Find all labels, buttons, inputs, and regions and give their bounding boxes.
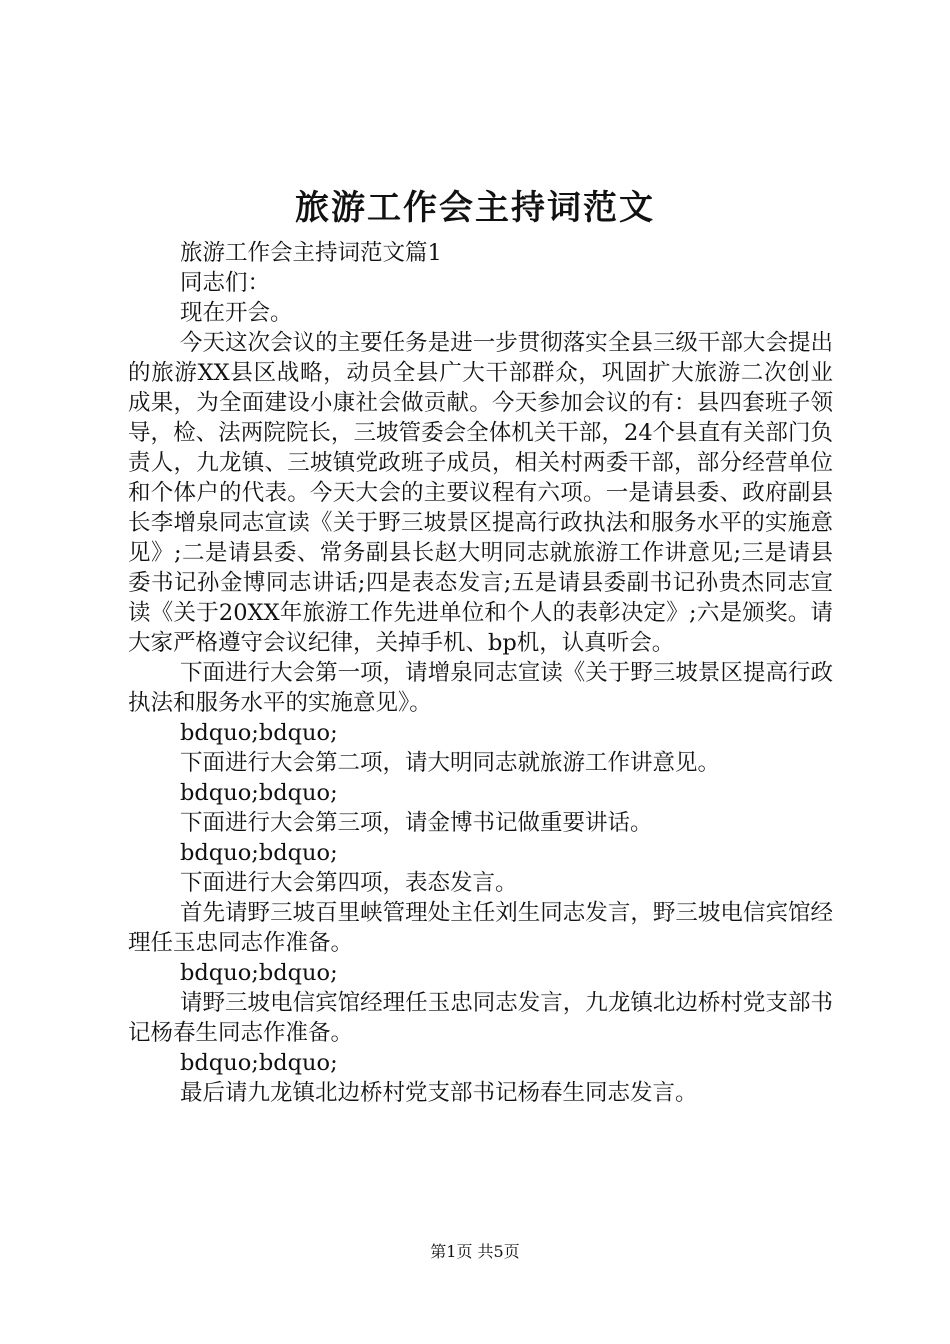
paragraph-item-2: 下面进行大会第二项，请大明同志就旅游工作讲意见。 — [180, 750, 721, 776]
paragraph-agenda: 今天这次会议的主要任务是进一步贯彻落实全县三级干部大会提出的旅游XX县区战略，动员全县广大干部群众，巩固扩大旅游二次创业成果，为全面建设小康社会做贡献。今天参加会议的有：县四套班子领导，检、法两院院长，三坡管委会全体机关干部，24个县直有关部门负责人，九龙镇、三坡镇党政班子成员，相关村两委干部，部分经营单位和个体户的代表。今天大会的主要议程有六项。一是请县委、政府副县长李增泉同志宣读《关于野三坡景区提高行政执法和服务水平的实施意见》;二是请县委、常务副县长赵大明同志就旅游工作讲意见;三是请县委书记孙金博同志讲话;四是表态发言;五是请县委副书记孙贵杰同志宣读《关于20XX年旅游工作先进单位和个人的表彰决定》;六是颁奖。请大家严格遵守会议纪律，关掉手机、bp机，认真听会。 — [128, 330, 833, 656]
paragraph-item-3: 下面进行大会第三项，请金博书记做重要讲话。 — [180, 810, 653, 836]
paragraph-item-1: 下面进行大会第一项，请增泉同志宣读《关于野三坡景区提高行政执法和服务水平的实施意见》。 — [128, 660, 833, 716]
paragraph-placeholder: bdquo;bdquo; — [180, 1050, 338, 1076]
paragraph-speaker-2: 请野三坡电信宾馆经理任玉忠同志发言，九龙镇北边桥村党支部书记杨春生同志作准备。 — [128, 990, 833, 1046]
paragraph-placeholder: bdquo;bdquo; — [180, 720, 338, 746]
paragraph-item-4: 下面进行大会第四项，表态发言。 — [180, 870, 518, 896]
document-body — [128, 238, 833, 1108]
paragraph-speaker-1: 首先请野三坡百里峡管理处主任刘生同志发言，野三坡电信宾馆经理任玉忠同志作准备。 — [128, 900, 833, 956]
paragraph-placeholder: bdquo;bdquo; — [180, 780, 338, 806]
paragraph-placeholder: bdquo;bdquo; — [180, 960, 338, 986]
page-footer: 第1页 共5页 — [430, 1242, 520, 1261]
section-heading: 旅游工作会主持词范文篇1 — [180, 240, 442, 266]
salutation: 同志们： — [180, 270, 271, 296]
paragraph-opening: 现在开会。 — [180, 300, 293, 326]
paragraph-placeholder: bdquo;bdquo; — [180, 840, 338, 866]
document-title: 旅游工作会主持词范文 — [295, 188, 655, 228]
paragraph-speaker-3: 最后请九龙镇北边桥村党支部书记杨春生同志发言。 — [180, 1080, 698, 1106]
